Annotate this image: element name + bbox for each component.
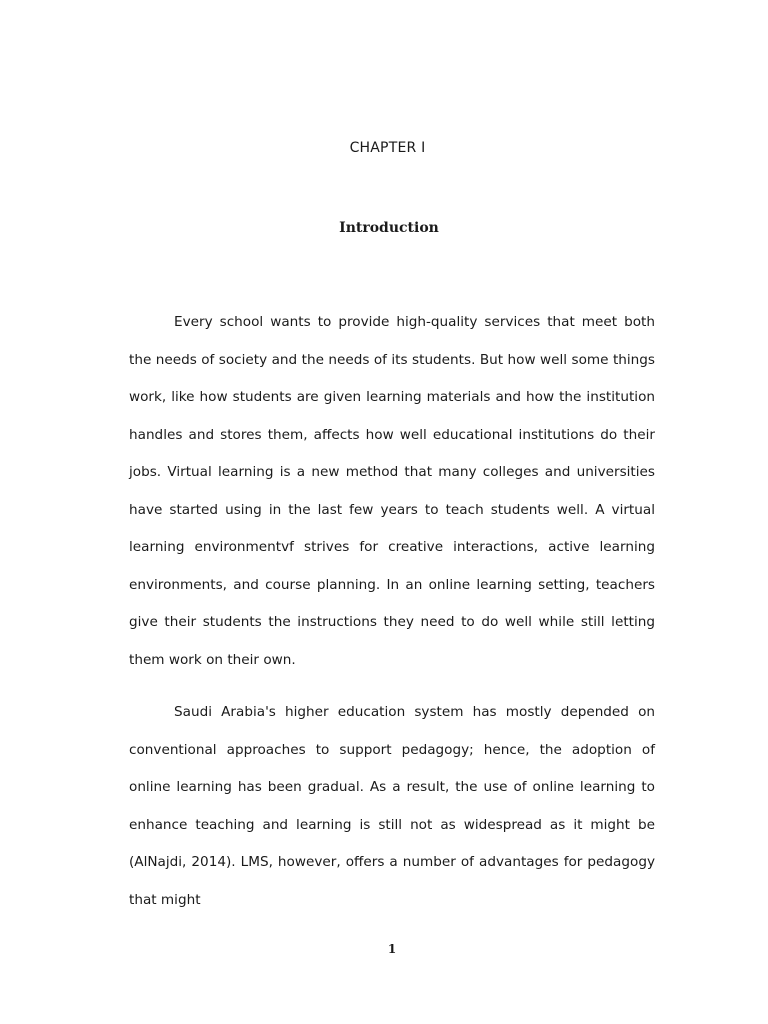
chapter-label: CHAPTER I (349, 140, 426, 156)
paragraph-1: Every school wants to provide high-quality services that meet both the needs of society and the needs of its students. But how well some things work, like how students are given learning materials and how the institution handles and stores them, affects how well educational institutions do their jobs. Virtual learning is a new method that many colleges and universities have started using in the last few years to teach students well. A virtual learning environmentvf strives for creative interactions, active learning environments, and course planning. In an online learning setting, teachers give their students the instructions they need to do well while still letting them work on their own. (129, 314, 655, 668)
section-heading: Introduction (339, 220, 439, 236)
page-number: 1 (387, 942, 397, 956)
paragraph-2: Saudi Arabia's higher education system has mostly depended on conventional approaches to support pedagogy; hence, the adoption of online learning has been gradual. As a result, the use of online learning to enhance teaching and learning is still not as widespread as it might be (AlNajdi, 2014). LMS, however, offers a number of advantages for pedagogy that might (129, 704, 655, 908)
